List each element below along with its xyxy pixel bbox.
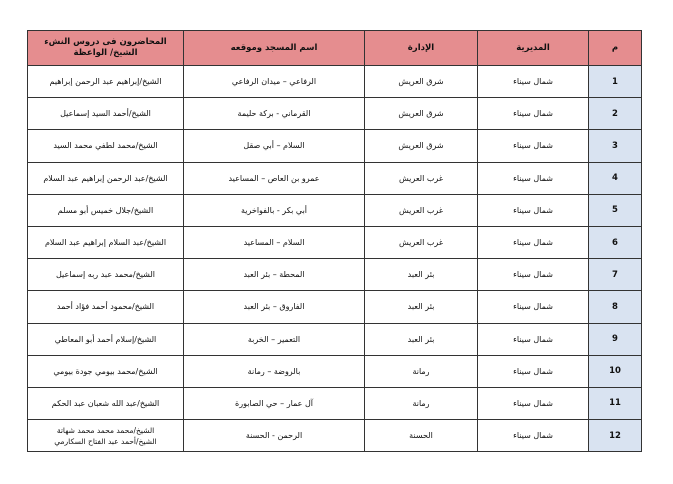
header-num: م [589, 31, 642, 66]
lecturer-cell: الشيخ/إسلام أحمد أبو المعاطي [28, 323, 184, 355]
table-row [28, 387, 642, 419]
administration-cell: شرق العريش [365, 98, 478, 130]
directorate-cell: شمال سيناء [478, 98, 589, 130]
lecturer-cell: الشيخ/محمد عبد ربه إسماعيل [28, 259, 184, 291]
directorate-cell: شمال سيناء [478, 194, 589, 226]
lecturer-cell: الشيخ/محمد بيومي جودة بيومي [28, 355, 184, 387]
mosque-cell: الرحمن - الحسنة [184, 420, 365, 452]
table-row [28, 323, 642, 355]
administration-cell: رمانة [365, 355, 478, 387]
directorate-cell: شمال سيناء [478, 130, 589, 162]
lecturer-cell: الشيخ/محمد لطفي محمد السيد [28, 130, 184, 162]
row-number: 4 [589, 162, 642, 194]
lecturer-cell: الشيخ/جلال خميس أبو مسلم [28, 194, 184, 226]
lecturer-cell: الشيخ/عبد الله شعبان عبد الحكم [28, 387, 184, 419]
lectures-table [27, 30, 642, 452]
row-number: 2 [589, 98, 642, 130]
row-number: 11 [589, 387, 642, 419]
row-number: 12 [589, 420, 642, 452]
mosque-cell: السلام – المساعيد [184, 226, 365, 258]
lecturer-cell: الشيخ/محمود أحمد فؤاد أحمد [28, 291, 184, 323]
table-row [28, 291, 642, 323]
table-row [28, 420, 642, 452]
table-row [28, 130, 642, 162]
directorate-cell: شمال سيناء [478, 420, 589, 452]
directorate-cell: شمال سيناء [478, 66, 589, 98]
row-number: 10 [589, 355, 642, 387]
directorate-cell: شمال سيناء [478, 387, 589, 419]
mosque-cell: الفاروق – بئر العبد [184, 291, 365, 323]
mosque-cell: التعمير – الخربة [184, 323, 365, 355]
row-number: 6 [589, 226, 642, 258]
mosque-cell: بالروضة – رمانة [184, 355, 365, 387]
table-row [28, 259, 642, 291]
mosque-cell: السلام – أبي صقل [184, 130, 365, 162]
header-administration: الإدارة [365, 31, 478, 66]
directorate-cell: شمال سيناء [478, 291, 589, 323]
row-number: 1 [589, 66, 642, 98]
table-row [28, 66, 642, 98]
mosque-cell: عمرو بن العاص – المساعيد [184, 162, 365, 194]
administration-cell: بئر العبد [365, 323, 478, 355]
directorate-cell: شمال سيناء [478, 162, 589, 194]
table-header-row [28, 31, 642, 66]
administration-cell: بئر العبد [365, 291, 478, 323]
lecturer-cell: الشيخ/إبراهيم عبد الرحمن إبراهيم [28, 66, 184, 98]
table-row [28, 162, 642, 194]
lecturer-cell: الشيخ/عبد السلام إبراهيم عبد السلام [28, 226, 184, 258]
row-number: 3 [589, 130, 642, 162]
lecturer-line-1: الشيخ/محمد محمد محمد شهاتة [56, 425, 155, 435]
administration-cell: رمانة [365, 387, 478, 419]
row-number: 8 [589, 291, 642, 323]
administration-cell: غرب العريش [365, 226, 478, 258]
row-number: 7 [589, 259, 642, 291]
administration-cell: غرب العريش [365, 194, 478, 226]
lecturer-cell: الشيخ/أحمد السيد إسماعيل [28, 98, 184, 130]
directorate-cell: شمال سيناء [478, 226, 589, 258]
directorate-cell: شمال سيناء [478, 323, 589, 355]
mosque-cell: أبي بكر - بالفواخرية [184, 194, 365, 226]
table-row [28, 355, 642, 387]
administration-cell: غرب العريش [365, 162, 478, 194]
table-row [28, 98, 642, 130]
header-directorate: المديرية [478, 31, 589, 66]
mosque-cell: آل عمار – حي الصابورة [184, 387, 365, 419]
mosque-cell: المحطة – بئر العبد [184, 259, 365, 291]
administration-cell: بئر العبد [365, 259, 478, 291]
row-number: 9 [589, 323, 642, 355]
header-mosque: اسم المسجد وموقعه [184, 31, 365, 66]
administration-cell: شرق العريش [365, 130, 478, 162]
directorate-cell: شمال سيناء [478, 355, 589, 387]
lecturer-line-2: الشيخ/أحمد عبد الفتاح السكارمي [54, 436, 157, 446]
table-row [28, 226, 642, 258]
mosque-cell: الرفاعي – ميدان الرفاعي [184, 66, 365, 98]
mosque-cell: القرماني - بركة حليمة [184, 98, 365, 130]
directorate-cell: شمال سيناء [478, 259, 589, 291]
lecturer-cell: الشيخ/عبد الرحمن إبراهيم عبد السلام [28, 162, 184, 194]
table-row [28, 194, 642, 226]
row-number: 5 [589, 194, 642, 226]
administration-cell: الحسنة [365, 420, 478, 452]
lecturer-cell [28, 420, 184, 452]
administration-cell: شرق العريش [365, 66, 478, 98]
header-lecturers: المحاضرون فى دروس النشء الشيخ/ الواعظة [28, 31, 184, 66]
